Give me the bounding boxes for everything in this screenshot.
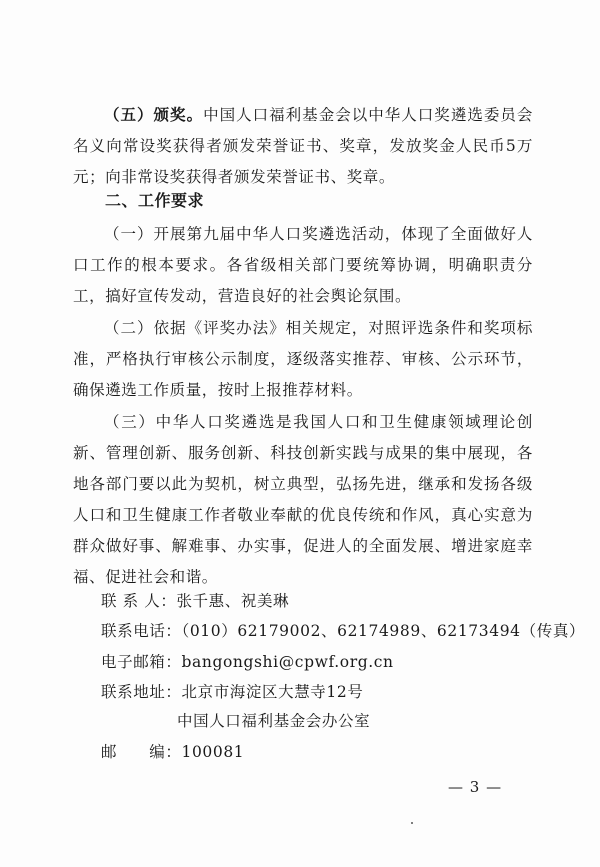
section-five-text: 中国人口福利基金会以中华人口奖遴选委员会名义向常设奖获得者颁发荣誉证书、奖章，发放奖金人民币5万元；向非常设奖获得者颁发荣誉证书、奖章。: [73, 106, 533, 186]
contact-person: 联 系 人：张千惠、祝美琳: [101, 592, 290, 610]
contact-phone: 联系电话：（010）62179002、62174989、62173494（传真）: [101, 622, 586, 640]
page-number: — 3 —: [448, 778, 503, 796]
section-five-label: （五）颁奖。: [104, 106, 204, 124]
scan-speck: [411, 822, 413, 824]
contact-postcode: 邮 编：100081: [101, 743, 245, 761]
contact-address: 联系地址：北京市海淀区大慧寺12号: [101, 683, 364, 701]
contact-office: 中国人口福利基金会办公室: [177, 712, 371, 730]
requirement-paragraph-2: （二）依据《评奖办法》相关规定，对照评选条件和奖项标准，严格执行审核公示制度，逐级落实推荐、审核、公示环节，确保遴选工作质量，按时上报推荐材料。: [73, 319, 533, 399]
contact-email: 电子邮箱：bangongshi@cpwf.org.cn: [101, 653, 394, 671]
section-five-paragraph: [73, 100, 533, 193]
requirement-paragraph-3: （三）中华人口奖遴选是我国人口和卫生健康领域理论创新、管理创新、服务创新、科技创新实践与成果的集中展现，各地各部门要以此为契机，树立典型，弘扬先进，继承和发扬各级人口和卫生健康工作者敬业奉献的优良传统和作风，真心实意为群众做好事、解难事、办实事，促进人的全面发展、增进家庭幸福、促进社会和谐。: [73, 413, 533, 586]
work-requirements-heading: 二、工作要求: [105, 191, 205, 210]
requirement-paragraph-1: （一）开展第九届中华人口奖遴选活动，体现了全面做好人口工作的根本要求。各省级相关部门要统筹协调，明确职责分工，搞好宣传发动，营造良好的社会舆论氛围。: [73, 225, 533, 305]
